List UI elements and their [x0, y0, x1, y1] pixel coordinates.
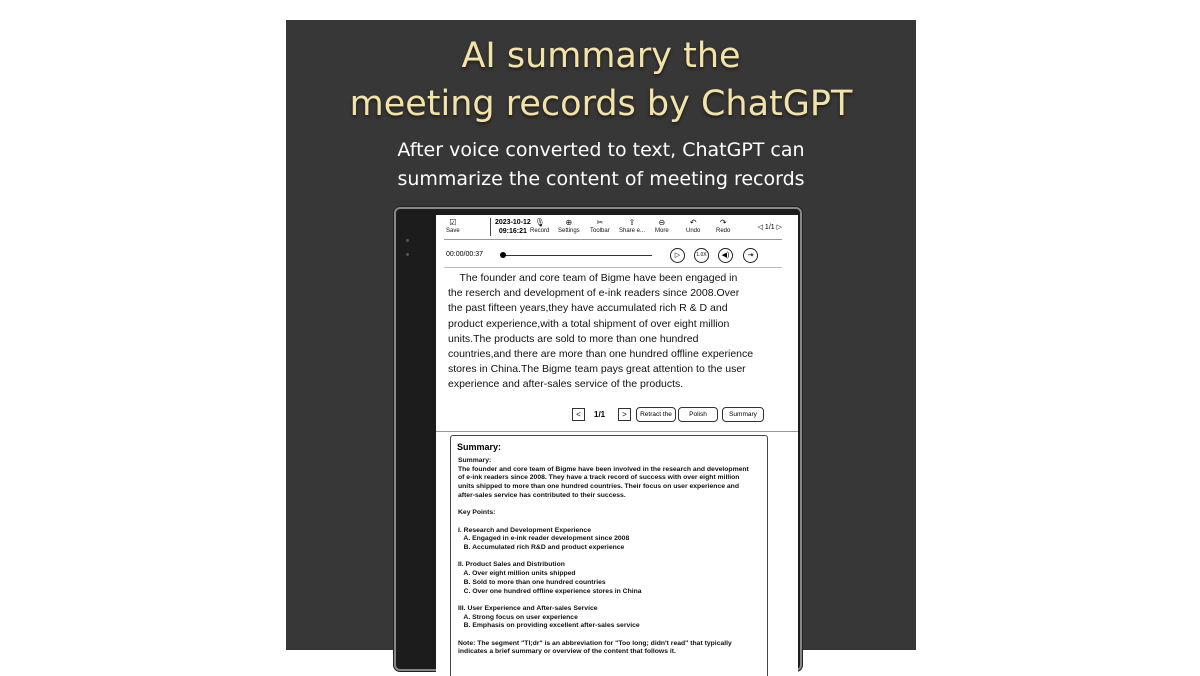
toolbar-button[interactable]: ✂ Toolbar: [590, 218, 610, 234]
sensor-dot: [406, 253, 409, 256]
transcript-line: product experience,with a total shipment of over eight million: [448, 317, 730, 330]
ereader-device: [394, 207, 802, 671]
more-icon: ⊖: [658, 218, 666, 227]
transcript-text: [448, 271, 778, 393]
headline-line-2: meeting records by ChatGPT: [349, 84, 853, 124]
summary-line: A. Over eight million units shipped: [458, 570, 576, 578]
summary-line: Key Points:: [458, 509, 496, 517]
next-page-icon[interactable]: ▷: [776, 224, 782, 231]
headline-line-1: AI summary the: [461, 36, 741, 76]
summary-line: A. Engaged in e-ink reader development since 2008: [458, 535, 630, 543]
summary-line: [458, 631, 762, 640]
summary-panel: [450, 435, 768, 676]
summary-line: B. Emphasis on providing excellent after-sales service: [458, 622, 640, 630]
transcript-line: the past fifteen years,they have accumulated rich R & D and: [448, 302, 728, 315]
transcript-line: The founder and core team of Bigme have been engaged in: [448, 272, 738, 284]
subheadline-line-2: summarize the content of meeting records: [397, 168, 805, 190]
transcript-line: countries,and there are more than one hundred offline experience: [448, 348, 754, 361]
summary-line: [458, 596, 762, 605]
subheadline: [286, 136, 916, 194]
prev-icon[interactable]: <: [572, 408, 585, 421]
next-icon[interactable]: >: [618, 408, 631, 421]
summary-button[interactable]: Summary: [722, 407, 764, 422]
summary-text: [458, 457, 762, 657]
save-icon: ☑: [449, 218, 457, 227]
progress-track[interactable]: [502, 255, 652, 256]
summary-line: indicates a brief summary or overview of the content that follows it.: [458, 648, 676, 656]
undo-icon: ↶: [689, 218, 697, 227]
polish-button[interactable]: Polish: [678, 407, 718, 422]
transcript-pager: [570, 407, 780, 423]
retract-button[interactable]: Retract the: [636, 407, 676, 422]
summary-line: A. Strong focus on user experience: [458, 613, 578, 621]
settings-icon: ⊕: [565, 218, 573, 227]
summary-line: of e-ink readers since 2008. They have a track record of success with over eight million: [458, 474, 740, 482]
more-button[interactable]: ⊖ More: [655, 218, 669, 234]
summary-line: [458, 501, 762, 510]
summary-line: C. Over one hundred offline experience stores in China: [458, 587, 642, 595]
record-button[interactable]: 🎙 Record: [530, 218, 550, 234]
transcript-line: the reserch and development of e-ink readers since 2008.Over: [448, 287, 740, 300]
summary-line: III. User Experience and After-sales Service: [458, 604, 598, 612]
transcript-page: 1/1: [594, 410, 606, 419]
settings-button[interactable]: ⊕ Settings: [558, 218, 580, 234]
subheadline-line-1: After voice converted to text, ChatGPT can: [397, 139, 805, 161]
summary-line: B. Accumulated rich R&D and product experience: [458, 544, 625, 551]
top-toolbar: [444, 217, 782, 240]
summary-line: I. Research and Development Experience: [458, 526, 591, 534]
promo-panel: [286, 20, 916, 656]
transcript-line: experience and after-sales service of the products.: [448, 378, 684, 391]
play-icon[interactable]: ▷: [670, 248, 685, 263]
volume-icon[interactable]: ◀): [718, 248, 733, 263]
summary-line: The founder and core team of Bigme have been involved in the research and development: [458, 465, 749, 473]
speed-button[interactable]: 1.0X: [694, 248, 709, 263]
progress-knob[interactable]: [500, 252, 506, 258]
divider: [436, 431, 798, 432]
share-icon: ⇪: [628, 218, 636, 227]
scissors-icon: ✂: [596, 218, 604, 227]
playback-time: 00:00/00:37: [446, 251, 483, 258]
prev-page-icon[interactable]: ◁: [757, 224, 763, 231]
summary-line: II. Product Sales and Distribution: [458, 561, 565, 569]
recording-datetime: 2023-10-12 09:16:21: [490, 218, 531, 236]
summary-line: units shipped to more than one hundred countries. Their focus on user experience and: [458, 483, 739, 491]
share-button[interactable]: ⇪ Share e...: [619, 218, 646, 234]
redo-button[interactable]: ↷ Redo: [716, 218, 731, 234]
page-indicator[interactable]: ◁ 1/1 ▷: [757, 224, 782, 231]
sensor-dot: [406, 239, 409, 242]
headline: [286, 32, 916, 128]
redo-icon: ↷: [719, 218, 727, 227]
summary-line: after-sales service has contributed to their success.: [458, 491, 626, 499]
skip-end-icon[interactable]: ⇥: [743, 248, 758, 263]
summary-line: Summary:: [458, 457, 492, 464]
summary-line: [458, 553, 762, 562]
undo-button[interactable]: ↶ Undo: [686, 218, 701, 234]
summary-line: Note: The segment "Tl;dr" is an abbreviation for "Too long; didn't read" that typically: [458, 639, 732, 647]
summary-title: Summary:: [457, 442, 502, 452]
device-screen: [436, 215, 798, 675]
save-button[interactable]: ☑ Save: [446, 218, 460, 234]
microphone-icon: 🎙: [534, 218, 545, 227]
audio-player: [444, 243, 782, 268]
summary-line: B. Sold to more than one hundred countries: [458, 578, 606, 586]
transcript-line: stores in China.The Bigme team pays great attention to the user: [448, 363, 746, 376]
summary-line: [458, 518, 762, 527]
transcript-line: units.The products are sold to more than one hundred: [448, 332, 699, 345]
